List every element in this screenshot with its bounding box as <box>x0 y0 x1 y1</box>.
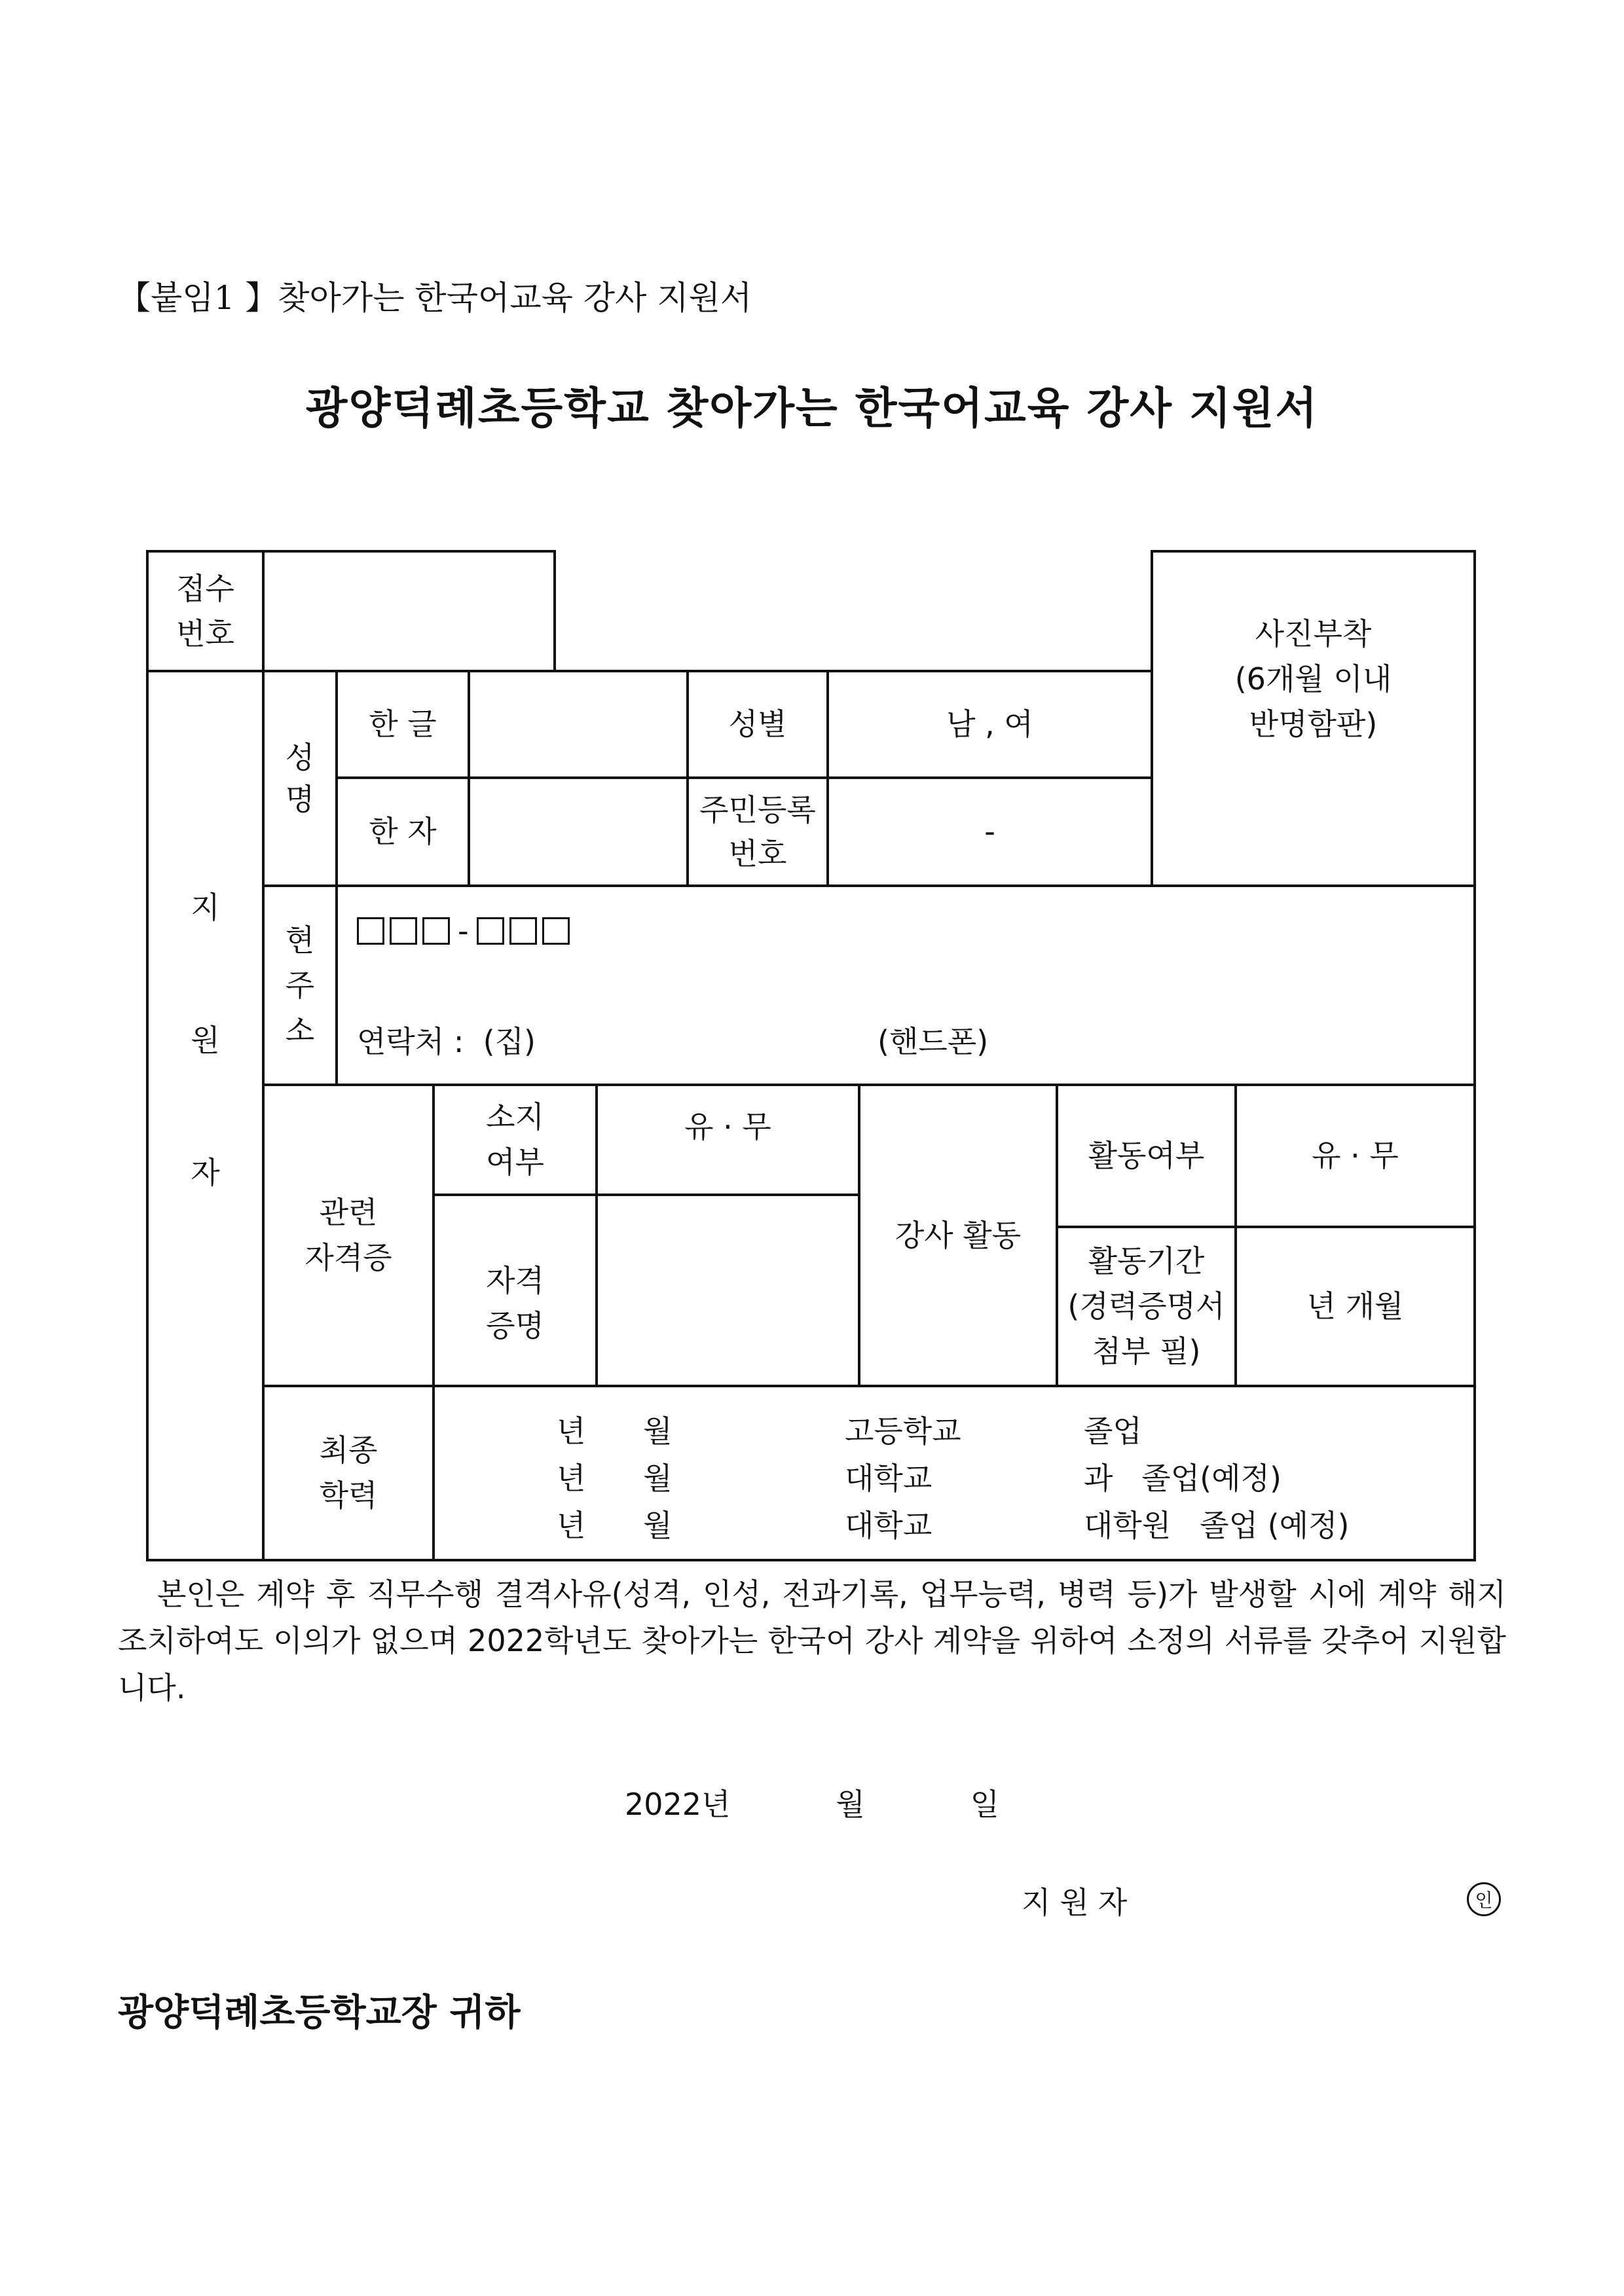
final-education-label: 최종 학력 <box>319 1432 378 1513</box>
activity-period-label: 활동기간 (경력증명서 첨부 필) <box>1067 1243 1225 1369</box>
hangul-name-field[interactable] <box>470 672 686 776</box>
edu-status: 졸업 <box>1084 1413 1142 1449</box>
photo-attachment-area[interactable]: 사진부착 (6개월 이내 반명함판) <box>1234 616 1392 742</box>
postal-box[interactable] <box>390 917 417 945</box>
contact-mobile-label: (핸드폰) <box>877 1024 989 1059</box>
contact-home-label: 연락처 : (집) <box>357 1024 536 1059</box>
hanja-label: 한 자 <box>369 814 437 849</box>
edu-school: 고등학교 <box>845 1413 961 1449</box>
receipt-number-label: 접수 번호 <box>176 570 234 651</box>
certificate-proof-label: 자격 증명 <box>486 1263 544 1343</box>
edu-school: 대학교 <box>845 1508 932 1543</box>
edu-year-month: 년 월 <box>557 1461 673 1496</box>
name-label: 성 명 <box>285 739 315 817</box>
attachment-label: 【붙임1 】찾아가는 한국어교육 강사 지원서 <box>118 279 752 317</box>
edu-school: 대학교 <box>845 1461 932 1496</box>
seal-mark: 인 <box>1467 1882 1501 1916</box>
postal-box[interactable] <box>357 917 384 945</box>
addressee: 광양덕례초등학교장 귀하 <box>118 1992 521 2034</box>
address-label: 현 주 소 <box>285 922 315 1048</box>
receipt-number-field[interactable] <box>265 553 553 670</box>
postal-box[interactable] <box>422 917 450 945</box>
activity-status-options[interactable]: 유 · 무 <box>1312 1138 1399 1173</box>
applicant-signature-label: 지원자 <box>1022 1885 1137 1920</box>
postal-code-boxes[interactable] <box>357 913 570 949</box>
edu-year-month: 년 월 <box>557 1413 673 1449</box>
application-date: 2022년 월 일 <box>624 1787 1000 1822</box>
page-title: 광양덕례초등학교 찾아가는 한국어교육 강사 지원서 <box>305 383 1319 433</box>
gender-options[interactable]: 남 , 여 <box>946 706 1033 742</box>
postal-box[interactable] <box>542 917 570 945</box>
postal-box[interactable] <box>477 917 504 945</box>
edu-status: 대학원 졸업 (예정) <box>1084 1508 1350 1543</box>
pledge-paragraph: 본인은 계약 후 직무수행 결격사유(성격, 인성, 전과기록, 업무능력, 병력 등)가 발생할 시에 계약 해지 조치하여도 이의가 없으며 2022학년도 찾아가는 한국어 강사 계약을 위하여 소정의 서류를 갖추어 지원합니다. <box>118 1576 1506 1705</box>
hanja-name-field[interactable] <box>470 779 686 884</box>
applicant-label: 지 원 자 <box>191 890 220 1191</box>
certificate-possession-label: 소지 여부 <box>486 1099 544 1180</box>
resident-registration-label: 주민등록 번호 <box>699 792 816 871</box>
activity-status-label: 활동여부 <box>1088 1138 1205 1173</box>
resident-registration-field[interactable]: - <box>984 814 995 849</box>
postal-dash: - <box>458 913 469 949</box>
edu-status: 과 졸업(예정) <box>1084 1461 1282 1496</box>
activity-period-field[interactable]: 년 개월 <box>1306 1288 1404 1324</box>
hangul-label: 한 글 <box>369 706 437 742</box>
gender-label: 성별 <box>728 706 787 742</box>
postal-box[interactable] <box>509 917 537 945</box>
teaching-activity-label: 강사 활동 <box>895 1217 1022 1253</box>
certificate-possession-options[interactable]: 유 · 무 <box>684 1108 771 1144</box>
related-certificate-label: 관련 자격증 <box>304 1195 392 1275</box>
edu-year-month: 년 월 <box>557 1508 673 1543</box>
certificate-proof-field[interactable] <box>598 1196 858 1385</box>
